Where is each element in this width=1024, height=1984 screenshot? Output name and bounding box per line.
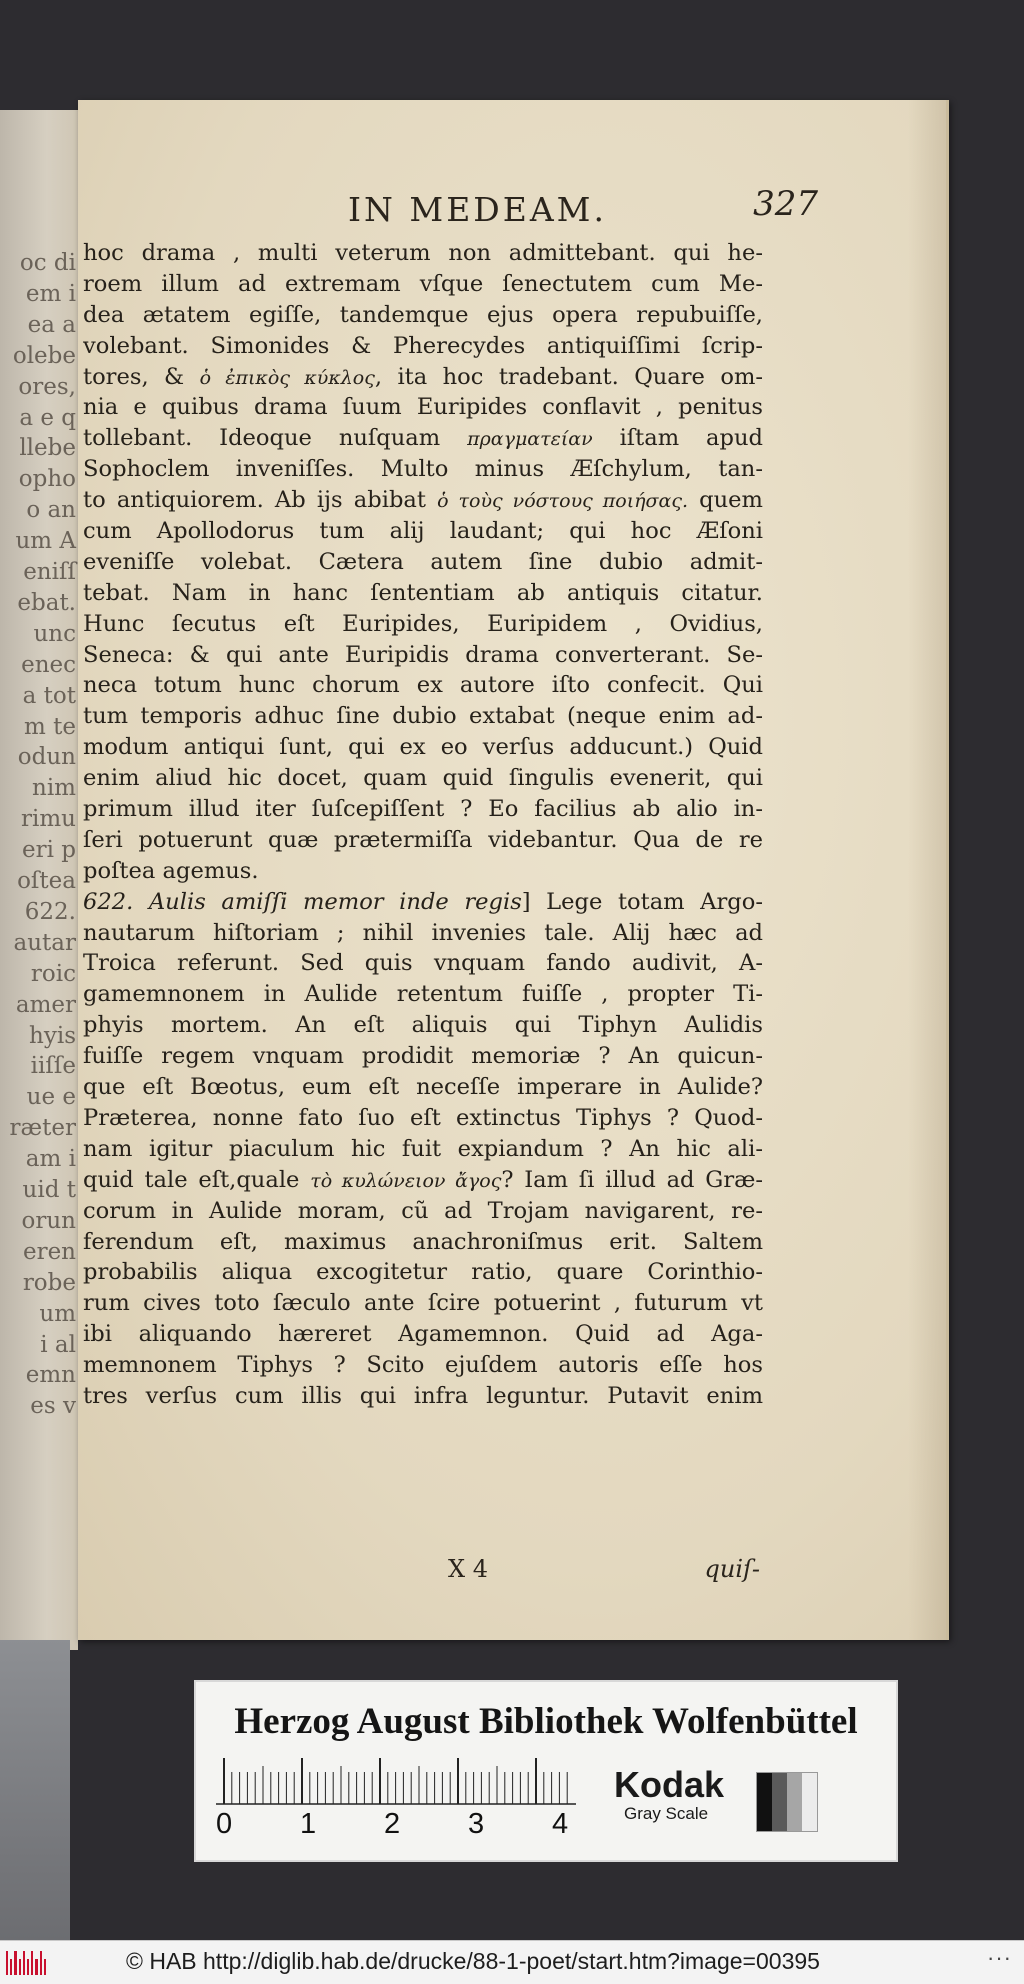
text-line: corum in Aulide moram, cũ ad Trojam navigarent, re- xyxy=(83,1197,763,1224)
text-line: phyis mortem. An eſt aliquis qui Tiphyn Aulidis xyxy=(83,1012,763,1039)
book-page xyxy=(78,100,949,1640)
bleed-fragment: emn xyxy=(25,1362,76,1389)
folio-number: 327 xyxy=(753,184,818,224)
bleed-fragment: ebat. xyxy=(17,589,76,616)
text-line: tores, & ὁ ἐπικὸς κύκλος, ita hoc tradebant. Quare om- xyxy=(83,363,763,390)
bleed-fragment: amer xyxy=(15,991,76,1018)
bleed-fragment: a e q xyxy=(19,404,76,431)
bleed-fragment: em i xyxy=(25,280,76,307)
text-line: ſeri potuerunt quæ prætermiſſa videbantur. Qua de re xyxy=(83,826,763,853)
bleed-fragment: orun xyxy=(21,1207,76,1234)
text-line: gamemnonem in Aulide retentum fuiſſe , propter Ti- xyxy=(83,981,763,1008)
gray-patch xyxy=(757,1773,772,1831)
bleed-fragment: robe xyxy=(22,1269,76,1296)
color-target-card xyxy=(194,1680,898,1862)
bleed-fragment: es v xyxy=(30,1393,76,1420)
text-line: Præterea, nonne fato ſuo eſt extinctus Tiphys ? Quod- xyxy=(83,1104,763,1131)
gray-patch xyxy=(787,1773,802,1831)
bleed-fragment: iiſſe xyxy=(30,1053,76,1080)
bleed-fragment: rimu xyxy=(21,806,76,833)
text-line: Hunc ſecutus eſt Euripides, Euripidem , Ovidius, xyxy=(83,610,763,637)
bleed-fragment: eri p xyxy=(22,837,76,864)
text-line: tollebant. Ideoque nuſquam πραγματείαν iſtam apud xyxy=(83,425,763,452)
text-line: nam igitur piaculum hic fuit expiandum ? An hic ali- xyxy=(83,1135,763,1162)
bleed-fragment: unc xyxy=(33,620,76,647)
text-line: Sophoclem inveniſſes. Multo minus Æſchylum, tan- xyxy=(83,456,763,483)
text-line: Seneca: & qui ante Euripidis drama converterant. Se- xyxy=(83,641,763,668)
text-line: tum temporis adhuc ſine dubio extabat (neque enim ad- xyxy=(83,703,763,730)
bleed-fragment: um xyxy=(39,1300,76,1327)
bleed-fragment: 622. xyxy=(24,898,76,925)
page-header xyxy=(258,184,818,232)
running-head: IN MEDEAM. xyxy=(348,190,607,229)
bleed-fragment: oſtea xyxy=(17,868,76,894)
text-line: dea ætatem egiſſe, tandemque ejus opera repubuiſſe, xyxy=(83,301,763,328)
bleed-fragment: um A xyxy=(15,528,76,555)
hab-logo-icon[interactable] xyxy=(6,1951,46,1975)
bleed-fragment: uid t xyxy=(22,1177,76,1203)
page-edge-shadow xyxy=(908,100,946,1640)
text-line: ferendum eſt, maximus anachroniſmus erit. Saltem xyxy=(83,1228,763,1255)
text-line: cum Apollodorus tum alij laudant; qui hoc Æſoni xyxy=(83,518,763,545)
footer-bar xyxy=(0,1940,1024,1984)
bleed-fragment: autar xyxy=(13,929,76,956)
text-line: Troica referunt. Sed quis vnquam fando audivit, A- xyxy=(83,950,763,977)
gray-patch xyxy=(802,1773,817,1831)
bleed-fragment: opho xyxy=(18,466,76,493)
bleed-fragment: ue e xyxy=(26,1084,76,1111)
scanner-glass-strip xyxy=(0,1640,70,1940)
text-line: nia e quibus drama ſuum Euripides conflavit , penitus xyxy=(83,394,763,421)
gray-patch xyxy=(772,1773,787,1831)
text-line: tebat. Nam in hanc ſententiam ab antiquis citatur. xyxy=(83,579,763,606)
bleed-fragment: eniſſ xyxy=(23,559,76,585)
bleed-fragment: a tot xyxy=(22,682,76,709)
bleed-fragment: m te xyxy=(24,713,76,740)
more-options-icon[interactable]: ··· xyxy=(987,1945,1012,1970)
body-text xyxy=(83,238,763,1412)
ruler-scale xyxy=(216,1758,596,1846)
text-line: fuiſſe regem vnquam prodidit memoriæ ? An quicun- xyxy=(83,1043,763,1070)
text-line: volebant. Simonides & Pherecydes antiquiſſimi ſcrip- xyxy=(83,332,763,359)
ruler-number: 1 xyxy=(300,1808,317,1840)
text-line: enim aliud hic docet, quam quid ſingulis evenerit, qui xyxy=(83,765,763,792)
bleed-fragment: llebe xyxy=(19,435,76,462)
catchword: quiſ- xyxy=(704,1555,760,1583)
ruler-number: 3 xyxy=(468,1808,485,1840)
bleed-fragment: hyis xyxy=(29,1022,76,1049)
previous-page-edge xyxy=(0,110,78,1650)
kodak-logo-text: Kodak xyxy=(614,1764,725,1805)
text-line: primum illud iter ſuſcepiſſent ? Eo facilius ab alio in- xyxy=(83,796,763,823)
text-line: roem illum ad extremam vſque ſenectutem cum Me- xyxy=(83,270,763,297)
text-line: rum cives toto ſæculo ante ſcire potuerint , futurum vt xyxy=(83,1290,763,1317)
bleed-fragment: am i xyxy=(25,1146,76,1173)
gray-scale-swatch xyxy=(756,1772,818,1832)
text-line: eveniſſe volebat. Cætera autem ſine dubio admit- xyxy=(83,548,763,575)
text-line: nautarum hiſtoriam ; nihil invenies tale. Alij hæc ad xyxy=(83,919,763,946)
text-line: to antiquiorem. Ab ijs abibat ὁ τοὺς νόστους ποιήσας. quem xyxy=(83,487,763,514)
text-line: poſtea agemus. xyxy=(83,857,259,884)
bleed-fragment: o an xyxy=(26,497,76,524)
bleed-fragment: roic xyxy=(30,960,76,987)
ruler-number: 4 xyxy=(552,1808,569,1840)
ruler-number: 2 xyxy=(384,1808,401,1840)
text-line: ibi aliquando hæreret Agamemnon. Quid ad Aga- xyxy=(83,1321,763,1348)
text-line: probabilis aliqua excogitetur ratio, quare Corinthio- xyxy=(83,1259,763,1286)
text-line: neca totum hunc chorum ex autore iſto confecit. Qui xyxy=(83,672,763,699)
bleed-fragment: eren xyxy=(22,1238,76,1265)
text-line: 622. Aulis amiſſi memor inde regis] Lege totam Argo- xyxy=(83,888,763,915)
bleed-fragment: ores, xyxy=(18,373,76,400)
ruler-number: 0 xyxy=(216,1808,233,1840)
bleed-fragment: i al xyxy=(40,1331,76,1358)
signature-mark: X 4 xyxy=(448,1555,488,1583)
text-line: quid tale eſt,quale τὸ κυλώνειον ἄγος? Iam ſi illud ad Græ- xyxy=(83,1166,763,1193)
bleed-fragment: olebe xyxy=(12,342,76,369)
gray-scale-label: Gray Scale xyxy=(624,1804,709,1823)
text-line: memnonem Tiphys ? Scito ejuſdem autoris eſſe hos xyxy=(83,1352,763,1379)
bleed-fragment: enec xyxy=(21,651,76,678)
bleed-fragment: odun xyxy=(17,744,76,771)
copyright-url-text[interactable]: © HAB http://diglib.hab.de/drucke/88-1-poet/start.htm?image=00395 xyxy=(126,1948,820,1974)
bleed-fragment: ræter xyxy=(9,1115,76,1142)
bleed-fragment: nim xyxy=(32,775,76,802)
text-line: que eſt Bœotus, eum eſt neceſſe imperare in Aulide? xyxy=(83,1074,763,1101)
text-line: hoc drama , multi veterum non admittebant. qui he- xyxy=(83,240,763,266)
bleed-fragment: ea a xyxy=(27,311,76,338)
bleed-fragment: oc di xyxy=(19,250,76,276)
library-name: Herzog August Bibliothek Wolfenbüttel xyxy=(234,1701,858,1742)
text-line: tres verſus cum illis qui infra leguntur. Putavit enim xyxy=(83,1382,763,1409)
text-line: modum antiqui ſunt, qui ex eo verſus adducunt.) Quid xyxy=(83,734,763,761)
